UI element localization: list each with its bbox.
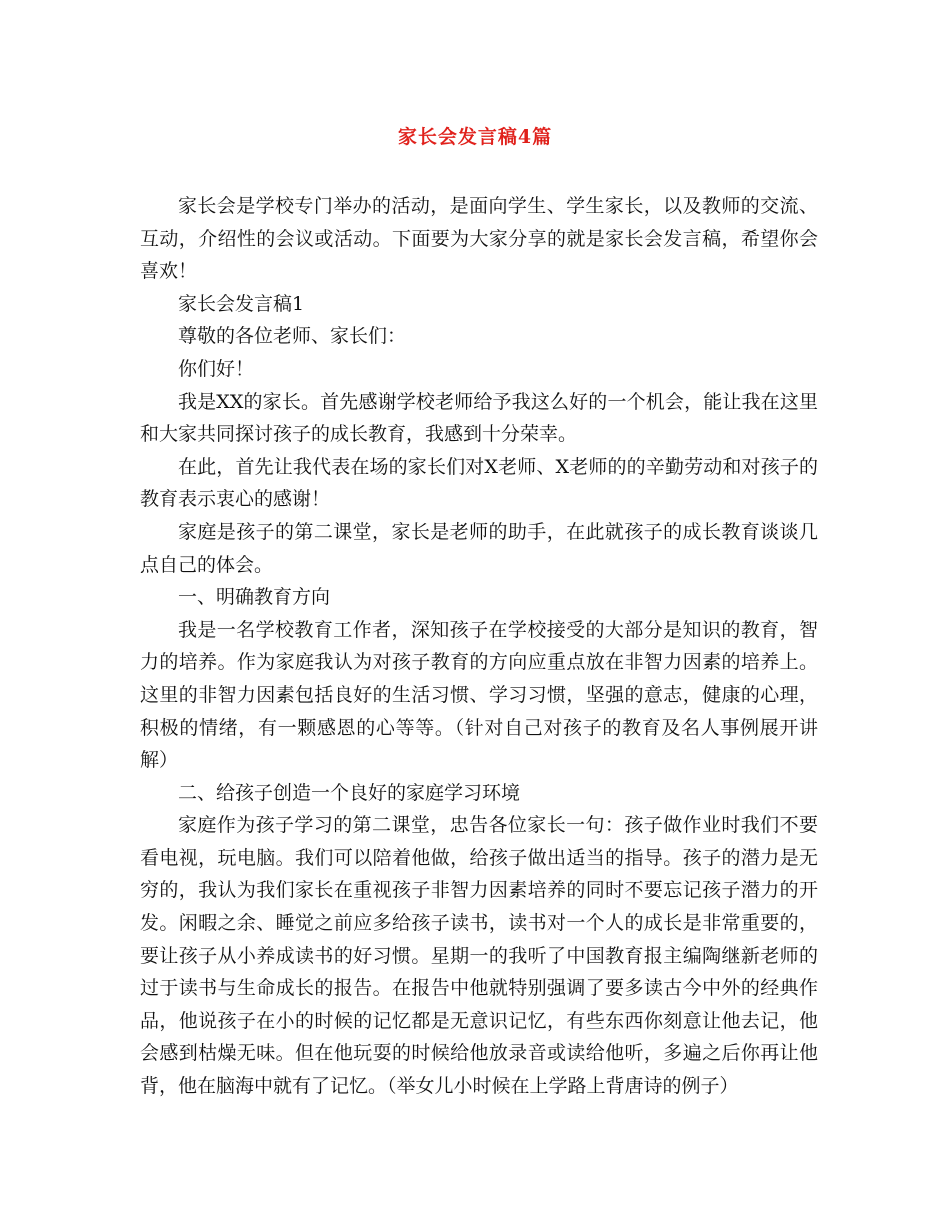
paragraph-greeting: 你们好！ — [178, 357, 255, 380]
paragraph-family-classroom: 家庭是孩子的第二课堂，家长是老师的助手，在此就孩子的成长教育谈谈几点自己的体会。 — [140, 520, 818, 576]
section-heading-2: 二、给孩子创造一个良好的家庭学习环境 — [178, 781, 521, 804]
document-body — [140, 190, 818, 1103]
paragraph-self-intro: 我是XX的家长。首先感谢学校老师给予我这么好的一个机会，能让我在这里和大家共同探讨孩子的成长教育，我感到十分荣幸。 — [140, 390, 818, 446]
document-title: 家长会发言稿4篇 — [397, 126, 553, 148]
paragraph-thanks: 在此，首先让我代表在场的家长们对X老师、X老师的的辛勤劳动和对孩子的教育表示衷心的感谢！ — [140, 455, 818, 511]
paragraph-education-direction: 我是一名学校教育工作者，深知孩子在学校接受的大部分是知识的教育，智力的培养。作为家庭我认为对孩子教育的方向应重点放在非智力因素的培养上。这里的非智力因素包括良好的生活习惯、学习习惯，坚强的意志，健康的心理，积极的情绪，有一颗感恩的心等等。（针对自己对孩子的教育及名人事例展开讲解） — [140, 618, 818, 772]
paragraph-intro: 家长会是学校专门举办的活动，是面向学生、学生家长，以及教师的交流、互动，介绍性的会议或活动。下面要为大家分享的就是家长会发言稿，希望你会喜欢！ — [140, 195, 818, 283]
section-heading-speech-1: 家长会发言稿1 — [178, 292, 305, 315]
paragraph-learning-environment: 家庭作为孩子学习的第二课堂，忠告各位家长一句：孩子做作业时我们不要看电视，玩电脑。我们可以陪着他做，给孩子做出适当的指导。孩子的潜力是无穷的，我认为我们家长在重视孩子非智力因素培养的同时不要忘记孩子潜力的开发。闲暇之余、睡觉之前应多给孩子读书，读书对一个人的成长是非常重要的，要让孩子从小养成读书的好习惯。星期一的我听了中国教育报主编陶继新老师的过于读书与生命成长的报告。在报告中他就特别强调了要多读古今中外的经典作品，他说孩子在小的时候的记忆都是无意识记忆，有些东西你刻意让他去记，他会感到枯燥无味。但在他玩耍的时候给他放录音或读给他听，多遍之后你再让他背，他在脑海中就有了记忆。（举女儿小时候在上学路上背唐诗的例子） — [140, 814, 818, 1098]
section-heading-1: 一、明确教育方向 — [178, 586, 331, 609]
paragraph-salutation: 尊敬的各位老师、家长们： — [178, 325, 407, 348]
